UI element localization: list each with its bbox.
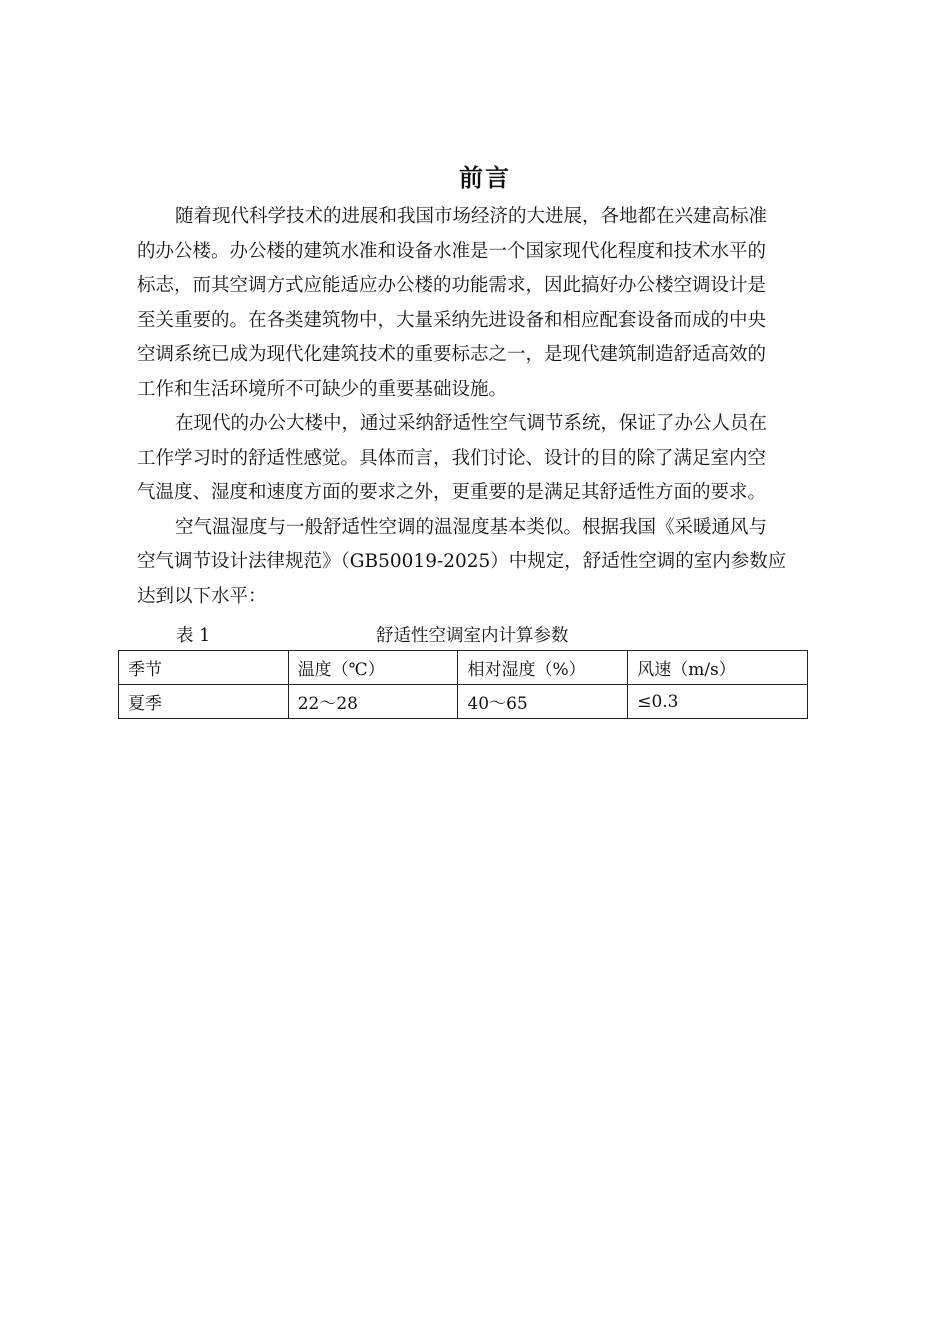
paragraph-line: 至关重要的。在各类建筑物中，大量采纳先进设备和相应配套设备而成的中央	[137, 309, 767, 331]
table-row	[119, 685, 808, 719]
page-title: 前言	[459, 164, 511, 192]
parameters-table	[118, 650, 808, 719]
table-header-row	[119, 651, 808, 685]
paragraph-line: 在现代的办公大楼中，通过采纳舒适性空气调节系统，保证了办公人员在	[175, 413, 768, 434]
table-cell: 22～28	[288, 685, 458, 719]
table-cell: 40～65	[458, 685, 628, 719]
paragraph-2	[137, 407, 817, 511]
paragraph-line: 空气调节设计法律规范》（GB50019-2025）中规定，舒适性空调的室内参数应	[137, 551, 787, 572]
table-header-cell: 相对湿度（%）	[458, 651, 628, 685]
paragraph-line: 气温度、湿度和速度方面的要求之外，更重要的是满足其舒适性方面的要求。	[137, 482, 767, 503]
table-header-cell: 温度（℃）	[288, 651, 458, 685]
paragraph-line: 随着现代科学技术的进展和我国市场经济的大进展，各地都在兴建高标准	[175, 206, 768, 227]
paragraph-line: 空气温湿度与一般舒适性空调的温湿度基本类似。根据我国《采暖通风与	[175, 516, 768, 538]
paragraph-line: 标志，而其空调方式应能适应办公楼的功能需求，因此搞好办公楼空调设计是	[137, 275, 767, 296]
paragraph-line: 工作和生活环境所不可缺少的重要基础设施。	[137, 378, 508, 400]
paragraph-line: 工作学习时的舒适性感觉。具体而言，我们讨论、设计的目的除了满足室内空	[137, 447, 767, 469]
paragraph-1	[137, 200, 817, 407]
paragraph-line: 的办公楼。办公楼的建筑水准和设备水准是一个国家现代化程度和技术水平的	[137, 240, 767, 262]
table-cell: 夏季	[119, 685, 289, 719]
body-text	[137, 200, 817, 614]
table-header-cell: 季节	[119, 651, 289, 685]
table-cell: ≤0.3	[628, 685, 808, 719]
table-caption	[176, 622, 816, 650]
paragraph-line: 达到以下水平：	[137, 585, 267, 607]
table-title: 舒适性空调室内计算参数	[376, 626, 569, 646]
paragraph-line: 空调系统已成为现代化建筑技术的重要标志之一，是现代建筑制造舒适高效的	[137, 344, 767, 365]
table-header-cell: 风速（m/s）	[628, 651, 808, 685]
paragraph-3	[137, 511, 817, 615]
table-label: 表 1	[176, 626, 211, 646]
